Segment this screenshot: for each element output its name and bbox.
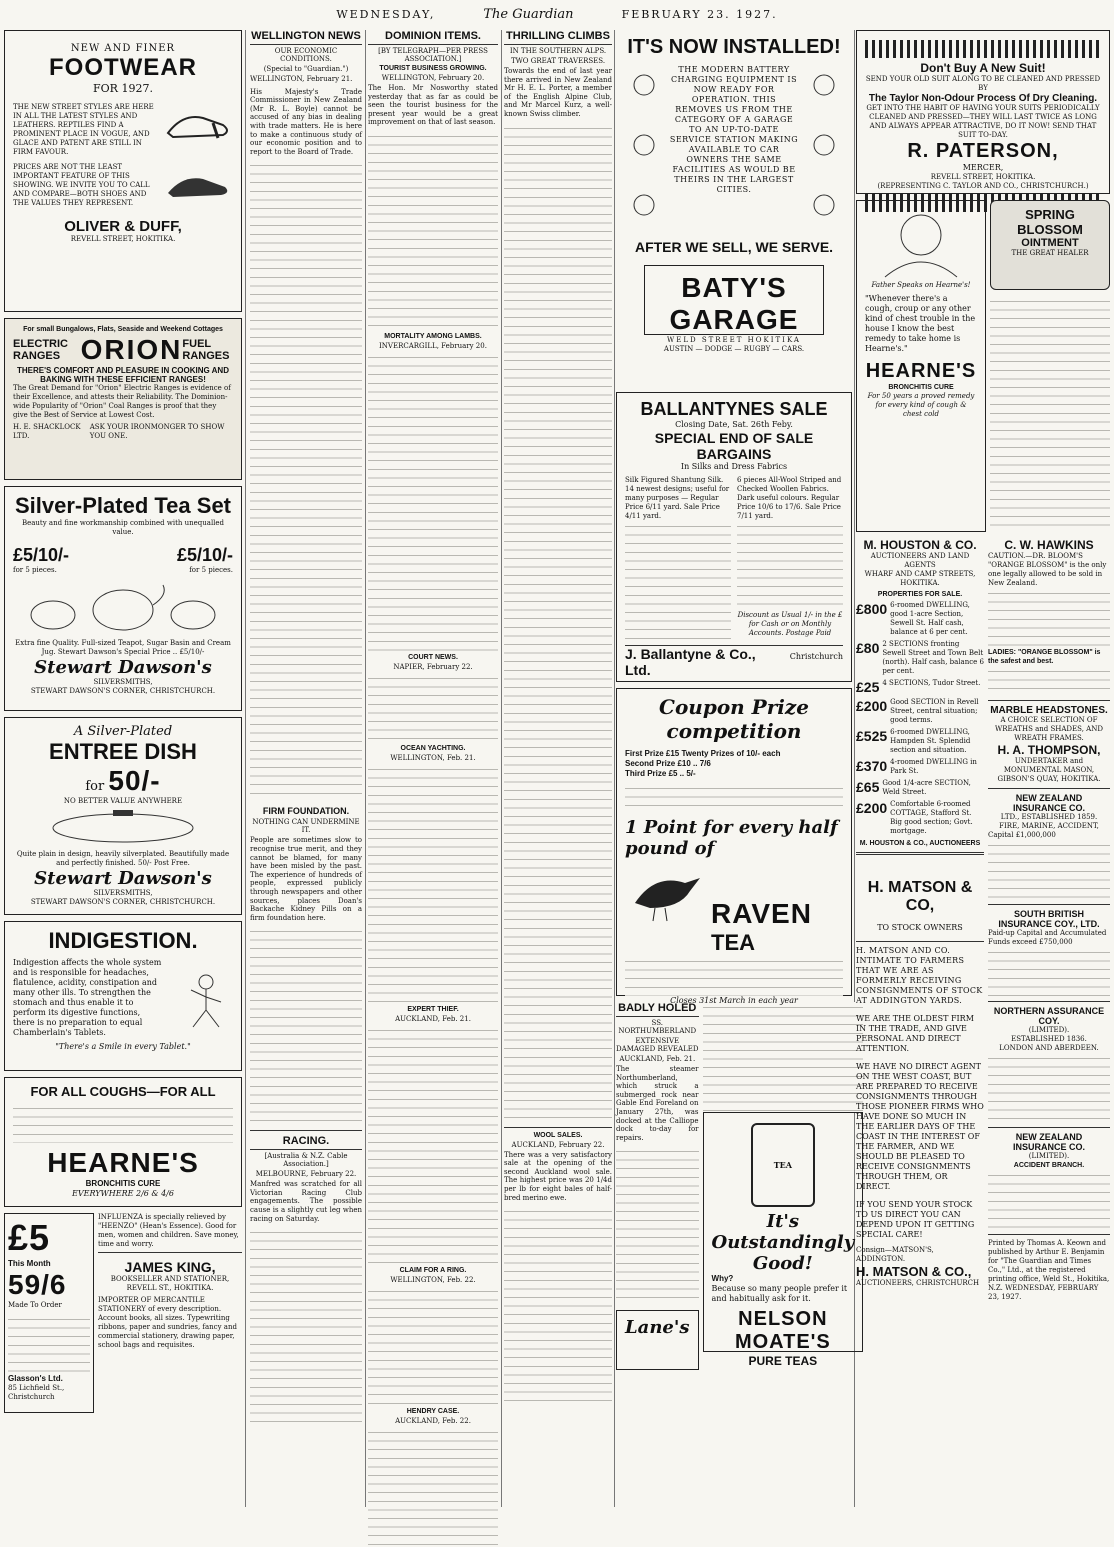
footwear-title: FOOTWEAR [49, 54, 197, 81]
nz-insurance-2-title: NEW ZEALAND INSURANCE CO. [1012, 1132, 1085, 1152]
property-price: £25 [856, 679, 880, 695]
orion-maker: H. E. SHACKLOCK LTD. [13, 423, 81, 440]
decorative-border [865, 40, 1101, 58]
column-3 [368, 30, 498, 1507]
nelson-good: It's Outstandingly Good! [711, 1211, 855, 1274]
batys-garage-name: BATY'S GARAGE [669, 272, 799, 335]
dominion-h1: TOURIST BUSINESS GROWING. [379, 65, 487, 72]
dominion-body-lines [368, 352, 498, 652]
property-price: £65 [856, 779, 880, 795]
spring-blossom-title: SPRING BLOSSOM [1017, 207, 1083, 237]
ballantynes-note: Discount as Usual 1/- in the £ for Cash or on Monthly Accounts. Postage Paid [737, 611, 843, 637]
cherub-decoration [624, 65, 664, 229]
glasson-month: This Month [8, 1259, 51, 1268]
dominion-items-title: DOMINION ITEMS. [368, 30, 498, 45]
hearnes-slogan: For 50 years a proved remedy for every kind of cough & chest cold [867, 392, 975, 418]
property-listing [856, 640, 984, 676]
nz-insurance-lines [988, 840, 1110, 900]
tea-tin-illustration: TEA [751, 1123, 815, 1207]
column-rule [365, 30, 366, 1507]
entree-title: ENTREE DISH [49, 739, 197, 764]
matson-to: TO STOCK OWNERS [877, 923, 963, 932]
property-text: 2 SECTIONS fronting Sewell Street and Town Belt (north). Half cash, balance 6 per cent. [882, 640, 984, 675]
glasson-ad [4, 1213, 94, 1413]
matson-sig: H. MATSON & CO., [856, 1264, 972, 1279]
racing-dateline: MELBOURNE, February 22. [255, 1170, 357, 1179]
badly-holed-sub: SS. NORTHUMBERLAND [618, 1019, 697, 1035]
thrilling-climbs-sub: IN THE SOUTHERN ALPS. [509, 47, 607, 55]
ballantynes-title: BALLANTYNES SALE [640, 399, 828, 419]
entree-for: for [85, 779, 105, 794]
dominion-d5: AUCKLAND, Feb. 21. [395, 1014, 471, 1023]
masthead-date: FEBRUARY 23. 1927. [621, 7, 778, 21]
thrilling-climbs-paragraph: Towards the end of last year there arrived in New Zealand Mr H. E. L. Porter, a member of the English Alpine Club, and Mr Marcel Kurz, a well-known Swiss climber. [504, 67, 612, 118]
dominion-d3: NAPIER, February 22. [393, 662, 473, 671]
influenza-notice: INFLUENZA is specially relieved by "HEENZO" (Hean's Essence). Good for men, women and children. Save money, time and worry. [98, 1213, 242, 1253]
spring-blossom-ointment: OINTMENT [1021, 237, 1079, 249]
hawkins-title: C. W. HAWKINS [1004, 538, 1094, 552]
raven-offer: 1 Point for every half pound of [625, 817, 838, 859]
paterson-name: R. PATERSON, [907, 140, 1059, 162]
raven-first-prize: First Prize £15 Twenty Prizes of 10/- each [625, 749, 781, 758]
badly-holed-paragraph: The steamer Northumberland, which struck a submerged rock near Gable End Foreland on January 27th, was docked at the Calliope dock to-day for repairs. [616, 1065, 699, 1142]
badly-holed-title: BADLY HOLED [616, 1002, 699, 1017]
property-price: £200 [856, 698, 888, 714]
property-text: 6-roomed DWELLING, good 1-acre Section, Sewell St. Half cash, balance at 6 per cent. [890, 601, 970, 636]
paterson-rep: (REPRESENTING C. TAYLOR AND CO., CHRISTCHURCH.) [877, 182, 1089, 190]
ballantynes-left-lines [625, 521, 731, 641]
hawkins-ladies-lines [988, 666, 1110, 696]
shoe-illustration [163, 103, 233, 143]
ballantynes-date: Closing Date, Sat. 26th Feby. [675, 420, 793, 429]
footwear-body2: PRICES ARE NOT THE LEAST IMPORTANT FEATURE OF THIS SHOWING. WE INVITE YOU TO CALL AND COMPARE—BOTH SHOES AND THE VALUES THEY REPRESENT. [13, 163, 150, 207]
dominion-h4: OCEAN YACHTING. [400, 744, 466, 752]
glasson-address: 85 Lichfield St., Christchurch [8, 1384, 65, 1401]
ballantynes-city: Christchurch [789, 652, 843, 661]
matson-title: H. MATSON & CO, [867, 879, 973, 914]
property-price: £370 [856, 758, 888, 774]
thrilling-climbs-title: THRILLING CLIMBS [504, 30, 612, 45]
property-text: 4 SECTIONS, Tudor Street. [882, 679, 981, 687]
column-5 [616, 30, 855, 1507]
king-title: JAMES KING, [124, 1259, 216, 1275]
northern-offices: LONDON AND ABERDEEN. [999, 1044, 1099, 1052]
houston-address: WHARF AND CAMP STREETS, HOKITIKA. [864, 570, 976, 587]
tea-set-title: Silver-Plated Tea Set [14, 493, 231, 518]
thompson-name: H. A. THOMPSON, [997, 743, 1101, 757]
suit-sub: SEND YOUR OLD SUIT ALONG TO BE CLEANED AND PRESSED BY [865, 75, 1101, 92]
indigestion-foot: "There's a Smile in every Tablet." [55, 1042, 191, 1051]
raven-competition: Coupon Prize competition [659, 695, 809, 743]
orion-name: ORION [80, 334, 183, 365]
wellington-news-credit: (Special to "Guardian.") [263, 65, 349, 73]
raven-second-prize: Second Prize £10 .. 7/6 [625, 759, 711, 768]
hearnes-brand-2: HEARNE'S [865, 360, 977, 382]
thrilling-climbs-sub2: TWO GREAT TRAVERSES. [510, 57, 606, 65]
orion-body: The Great Demand for "Orion" Electric Ranges is evidence of their Excellence, and attests their Reliability. The Dominion-wide Popularity of "Orion" Coal Ranges is proof that they give the Best of Service at Lowest Cost. [13, 384, 231, 419]
dancing-figure-illustration [181, 972, 231, 1032]
matson-sig2: AUCTIONEERS, CHRISTCHURCH [856, 1279, 980, 1287]
property-price: £800 [856, 601, 888, 617]
ballantynes-left-item: Silk Figured Shantung Silk. 14 newest designs; useful for many purposes — Regular Price 6/11 yard. Sale Price 4/11 yard. [625, 476, 730, 520]
orion-tag: THERE'S COMFORT AND PLEASURE IN COOKING AND BAKING WITH THESE EFFICIENT RANGES! [17, 366, 229, 384]
hearnes-brand: HEARNE'S [47, 1147, 199, 1178]
king-body: IMPORTER OF MERCANTILE STATIONERY of every description. Account books, all sizes. Typewriting ribbons, paper and sundries, fancy and commercial stationery, drawing paper, school bags and requisites. [98, 1296, 237, 1349]
property-listing [856, 679, 984, 695]
glasson-big: £5 [8, 1217, 51, 1258]
nelson-why: Why? [711, 1274, 734, 1283]
raven-save-lines [625, 956, 843, 996]
dominion-d7: AUCKLAND, Feb. 22. [395, 1416, 471, 1425]
indigestion-title: INDIGESTION. [48, 928, 198, 953]
column-2 [250, 30, 362, 1507]
nz-insurance-2-sub: (LIMITED). [1028, 1152, 1070, 1160]
orion-fuel: FUEL RANGES [182, 338, 230, 362]
paterson-address: REVELL STREET, HOKITIKA. [930, 173, 1036, 181]
houston-sub: AUCTIONEERS AND LAND AGENTS [870, 552, 970, 569]
wellington-news-title: WELLINGTON NEWS [250, 30, 362, 45]
nz-insurance-cov: FIRE, MARINE, ACCIDENT, [999, 822, 1099, 830]
ballantynes-sale-ad [616, 392, 852, 682]
hawkins-ladies: LADIES: "ORANGE BLOSSOM" is the safest and best. [988, 649, 1101, 665]
column-rule [614, 30, 615, 1507]
firm-foundation-body-lines [250, 926, 362, 1126]
glasson-price: 59/6 [8, 1269, 67, 1300]
nelson-why-text: Because so many people prefer it and habitually ask for it. [711, 1284, 848, 1303]
northern-est: ESTABLISHED 1836. [1011, 1035, 1087, 1043]
masthead-day: WEDNESDAY, [336, 7, 436, 21]
footwear-line1: NEW AND FINER [70, 43, 176, 54]
stewart-dawson-address-2: STEWART DAWSON'S CORNER, CHRISTCHURCH. [30, 898, 216, 906]
column-1 [4, 30, 242, 1507]
dominion-body-lines [368, 1427, 498, 1547]
spring-blossom-body-lines [990, 296, 1110, 532]
south-british-title: SOUTH BRITISH INSURANCE COY., LTD. [998, 909, 1100, 929]
nelson-moates-ad [703, 1112, 864, 1368]
raven-tea: TEA [711, 930, 755, 955]
badly-holed-sub2: EXTENSIVE DAMAGED REVEALED [616, 1037, 699, 1053]
suit-title: Don't Buy A New Suit! [920, 61, 1046, 75]
property-text: Comfortable 6-roomed COTTAGE, Stafford St. Big good section; Govt. mortgage. [890, 800, 973, 835]
column-4 [504, 30, 612, 1507]
column-6 [856, 30, 1110, 1507]
dominion-body-lines [368, 131, 498, 331]
marble-sub: A CHOICE SELECTION OF WREATHS and SHADES, AND WREATH FRAMES. [995, 716, 1103, 742]
nz-insurance-capital: Capital £1,000,000 [988, 831, 1056, 839]
lanes-brand: Lane's [625, 1317, 690, 1339]
matson-body2: WE ARE THE OLDEST FIRM IN THE TRADE, AND GIVE PERSONAL AND DIRECT ATTENTION. [856, 1014, 974, 1053]
paterson-trade: MERCER, [962, 163, 1004, 172]
wool-sales-paragraph: There was a very satisfactory sale at the opening of the second Auckland wool sale. The highest price was 20 1/4d per lb for eight bales of half-bred merino ewe. [504, 1150, 612, 1202]
printer-imprint: Printed by Thomas A. Keown and published by Arthur E. Benjamin for "The Guardian and Times Co.," Ltd., at the registered printing office, Weld St., Hokitika, N.Z. WEDNESDAY, FEBRUARY 23, 1927. [988, 1239, 1110, 1301]
indigestion-body: Indigestion affects the whole system and is responsible for headaches, flatulence, acidity, constipation and many other ills. To strengthen the stomach and thus enable it to perform its digestive functions, there is no preparation to equal Chamberlain's Tablets. [13, 958, 162, 1037]
garage-slogan: AFTER WE SELL, WE SERVE. [634, 239, 834, 255]
marble-title: MARBLE HEADSTONES. [990, 705, 1108, 716]
dominion-body-lines [368, 764, 498, 1004]
wellington-news-body-lines [250, 160, 362, 800]
hearnes-where: EVERYWHERE 2/6 & 4/6 [72, 1189, 174, 1198]
coughs-ad [4, 1077, 242, 1207]
dominion-h6: CLAIM FOR A RING. [399, 1266, 467, 1274]
property-text: 4-roomed DWELLING in Park St. [890, 758, 977, 775]
column-rule [501, 30, 502, 1507]
racing-title: RACING. [250, 1135, 362, 1150]
installed-title: IT'S NOW INSTALLED! [627, 36, 841, 58]
entree-desc: Quite plain in design, heavily silverplated. Beautifully made and perfectly finished. 50/- Post Free. [16, 850, 230, 867]
south-british-capital: Paid-up Capital and Accumulated Funds exceed £750,000 [988, 929, 1107, 946]
raven-third-prize: Third Prize £5 .. 5/- [625, 769, 696, 778]
northern-lines [988, 1053, 1110, 1123]
raven-rules-lines [625, 783, 843, 813]
ballantynes-sub: In Silks and Dress Fabrics [680, 462, 788, 471]
tea-set-price-right: £5/10/- [176, 545, 233, 565]
hearnes-cure: BRONCHITIS CURE [85, 1179, 161, 1188]
hearnes-caption: Father Speaks on Hearne's! [871, 281, 971, 289]
wellington-news-sub: OUR ECONOMIC CONDITIONS. [274, 47, 338, 63]
wool-sales-dateline: AUCKLAND, February 22. [511, 1140, 605, 1149]
dominion-body-lines [368, 673, 498, 743]
suit-body: GET INTO THE HABIT OF HAVING YOUR SUITS PERIODICALLY CLEANED AND PRESSED—THEY WILL LAST TWICE AS LONG AND ALWAYS APPEAR ATTRACTIVE, DO IT NOW! SEND THAT SUIT TO-DAY. [866, 104, 1100, 139]
nz-insurance-2-branch: ACCIDENT BRANCH. [1013, 1162, 1085, 1169]
entree-a: A Silver-Plated [73, 724, 173, 739]
tea-set-desc: Extra fine Quality. Full-sized Teapot, Sugar Basin and Cream Jug. Stewart Dawson's Special Price .. £5/10/- [15, 639, 231, 656]
footwear-ad [4, 30, 242, 312]
dominion-d6: WELLINGTON, Feb. 22. [390, 1275, 476, 1284]
stewart-dawson-sub-2: SILVERSMITHS, [93, 889, 153, 897]
firm-foundation-title: FIRM FOUNDATION. [262, 806, 350, 817]
thompson-trade: UNDERTAKER and MONUMENTAL MASON, [1003, 757, 1095, 774]
property-listing [856, 800, 984, 836]
nelson-moates-name: NELSON MOATE'S [734, 1308, 831, 1353]
glasson-body-lines [8, 1314, 90, 1374]
dominion-h7: HENDRY CASE. [406, 1407, 460, 1415]
orion-ranges-ad [4, 318, 242, 480]
houston-props: PROPERTIES FOR SALE. [877, 591, 963, 598]
northern-sub: (LIMITED). [1028, 1026, 1070, 1034]
coughs-title: FOR ALL COUGHS—FOR ALL [30, 1084, 216, 1099]
property-listing [856, 758, 984, 776]
dominion-h3: COURT NEWS. [408, 653, 458, 661]
matson-consign: Consign—MATSON'S, ADDINGTON. [856, 1246, 934, 1263]
entree-sub: NO BETTER VALUE ANYWHERE [63, 797, 183, 805]
shoe-illustration [163, 163, 233, 203]
glasson-made: Made To Order [8, 1301, 62, 1309]
firm-foundation-sub: NOTHING CAN UNDERMINE IT. [252, 818, 360, 835]
orion-top: For small Bungalows, Flats, Seaside and Weekend Cottages [23, 326, 223, 333]
batys-garage-makes: AUSTIN — DODGE — RUGBY — CARS. [663, 345, 805, 353]
tea-set-sub: Beauty and fine workmanship combined with unequalled value. [21, 519, 225, 536]
raven-tea-ad [616, 688, 852, 1005]
tea-set-price-left: £5/10/- [13, 545, 70, 565]
dominion-body-lines [368, 1286, 498, 1406]
nz-insurance-sub: LTD., ESTABLISHED 1859. [1000, 813, 1098, 821]
wool-sales-title: WOOL SALES. [533, 1131, 583, 1139]
stewart-dawson-sub: SILVERSMITHS, [93, 678, 153, 686]
footwear-year: FOR 1927. [93, 82, 153, 95]
raven-bird-illustration [625, 863, 705, 923]
dominion-d1: WELLINGTON, February 20. [381, 74, 485, 82]
property-listing [856, 601, 984, 637]
firm-foundation-paragraph: People are sometimes slow to recognise true merit, and they cannot be blamed, for many have been misled by the past. The experience of hundreds of people, expressed publicly through newspapers and other sources, places Doan's Backache Kidney Pills on a firm foundation here. [250, 836, 362, 922]
wellington-news-paragraph: His Majesty's Trade Commissioner in New Zealand (Mr R. L. Boyle) cannot be accused of any bias in dealing with trade matters. He is here to make a continuous study of our economic position and to report to the Board of Trade. [250, 87, 362, 156]
indigestion-ad [4, 921, 242, 1071]
property-listing [856, 698, 984, 725]
dominion-h5: EXPERT THIEF. [407, 1005, 459, 1013]
matson-body: H. MATSON AND CO. INTIMATE TO FARMERS THAT WE ARE AS FORMERLY RECEIVING CONSIGNMENTS OF STOCK AT ADDINGTON YARDS. [856, 946, 983, 1005]
dominion-d4: WELLINGTON, Feb. 21. [390, 753, 476, 762]
hearnes-father-ad [856, 200, 986, 532]
hawkins-body-lines [988, 588, 1110, 648]
orion-electric: ELECTRIC RANGES [13, 338, 68, 362]
ballantynes-special: SPECIAL END OF SALE BARGAINS [654, 430, 814, 462]
batys-garage-ad [616, 30, 852, 386]
south-british-lines [988, 947, 1110, 997]
property-price: £200 [856, 800, 888, 816]
hearnes-cure-2: BRONCHITIS CURE [888, 384, 954, 391]
badly-holed-continued-lines [703, 1002, 864, 1112]
father-portrait-illustration [865, 207, 977, 277]
entree-dish-ad [4, 717, 242, 915]
dominion-p1: The Hon. Mr Nosworthy stated yesterday that as far as could be seen the tourist business for the present year would be a great improvement on that of last season. [368, 84, 498, 127]
footwear-address: REVELL STREET, HOKITIKA. [70, 235, 176, 243]
orion-ask: ASK YOUR IRONMONGER TO SHOW YOU ONE. [89, 423, 225, 440]
suit-process: The Taylor Non-Odour Process Of Dry Cleaning. [868, 93, 1098, 104]
thrilling-climbs-body-lines [504, 123, 612, 1123]
ballantynes-right-lines [737, 521, 843, 611]
entree-dish-illustration [13, 806, 233, 846]
dominion-d2: INVERCARGILL, February 20. [379, 341, 487, 350]
dominion-items-sub: [BY TELEGRAPH—PER PRESS ASSOCIATION.] [378, 47, 488, 63]
footwear-brand: OLIVER & DUFF, [64, 218, 182, 235]
spring-blossom-great: THE GREAT HEALER [1011, 249, 1089, 257]
hearnes-quote: "Whenever there's a cough, croup or any other kind of chest trouble in the house I know the best remedy to take home is Hearne's." [865, 294, 976, 353]
nz-insurance-2-lines [988, 1170, 1110, 1230]
batys-garage-address: WELD STREET HOKITIKA [667, 336, 801, 344]
dominion-body-lines [368, 1025, 498, 1265]
northern-title: NORTHERN ASSURANCE COY. [993, 1006, 1105, 1026]
masthead [0, 0, 1114, 28]
racing-body-lines [250, 1227, 362, 1427]
tea-set-ad [4, 486, 242, 711]
property-listing [856, 728, 984, 755]
racing-paragraph: Manfred was scratched for all Victorian Racing Club engagements. The possible cause is a slightly cut leg when racing on Saturday. [250, 1180, 362, 1223]
wellington-news-dateline: WELLINGTON, February 21. [250, 75, 353, 83]
cherub-decoration [804, 65, 844, 229]
ballantynes-right-item: 6 pieces All-Wool Striped and Checked Woollen Fabrics. Dark useful colours. Regular Price 10/6 to 17/6. Sale Price 7/11 yard. [737, 476, 842, 520]
raven-closes: Closes 31st March in each year [670, 996, 798, 1005]
property-text: 6-roomed DWELLING, Hampden St. Splendid section and situation. [890, 728, 971, 754]
property-text: Good SECTION in Revell Street, central situation; good terms. [890, 698, 979, 724]
glasson-name: Glasson's Ltd. [8, 1374, 63, 1383]
property-text: Good 1/4-acre SECTION, Weld Street. [882, 779, 971, 796]
entree-price: 50/- [108, 765, 161, 796]
stewart-dawson-brand: Stewart Dawson's [34, 657, 212, 678]
matson-body4: IF YOU SEND YOUR STOCK TO US DIRECT YOU CAN DEPEND UPON IT GETTING SPECIAL CARE! [856, 1200, 975, 1239]
houston-property-list [856, 601, 984, 836]
king-address: REVELL ST., HOKITIKA. [126, 1284, 214, 1292]
houston-title: M. HOUSTON & CO. [863, 538, 977, 552]
stewart-dawson-brand-2: Stewart Dawson's [34, 868, 212, 889]
raven-brand: RAVEN [711, 898, 812, 929]
spring-blossom-ad [990, 200, 1110, 290]
badly-holed-dateline: AUCKLAND, Feb. 21. [619, 1055, 696, 1063]
badly-holed-body-lines [616, 1146, 699, 1306]
coughs-body-lines [13, 1103, 233, 1143]
ballantynes-brand: J. Ballantyne & Co., Ltd. [625, 646, 756, 678]
footwear-body: THE NEW STREET STYLES ARE HERE IN ALL THE LATEST STYLES AND LEATHERS. REPTILES FIND A PROMINENT PLACE IN VOGUE, AND GLACE AND PATENT ARE STILL IN FIRM FAVOUR. [13, 103, 154, 156]
property-listing [856, 779, 984, 797]
property-price: £80 [856, 640, 880, 656]
installed-body: THE MODERN BATTERY CHARGING EQUIPMENT IS NOW READY FOR OPERATION. THIS REMOVES US FROM THE CATEGORY OF A GARAGE TO AN UP-TO-DATE SERVICE STATION MAKING AVAILABLE TO CAR OWNERS THE SAME FACILITIES AS WOULD BE THEIRS IN THE LARGEST CITIES. [669, 65, 799, 194]
paterson-dry-cleaning-ad [856, 30, 1110, 194]
dominion-h2: MORTALITY AMONG LAMBS. [384, 332, 482, 340]
masthead-paper-name: The Guardian [483, 6, 574, 22]
nz-insurance-title: NEW ZEALAND INSURANCE CO. [1012, 793, 1085, 813]
thompson-address: GIBSON'S QUAY, HOKITIKA. [997, 775, 1101, 783]
matson-body3: WE HAVE NO DIRECT AGENT ON THE WEST COAST, BUT ARE PREPARED TO RECEIVE CONSIGNMENTS THROUGH THOSE PIONEER FIRMS WHO HAVE DONE SO MUCH IN THE EARLIER DAYS OF THE COAST IN THE INTEREST OF THE FARMER, AND WE SHOULD BE PLEASED TO RECEIVE CONSIGNMENTS THROUGH THEM, OR DIRECT. [856, 1062, 984, 1191]
tea-set-illustration [13, 575, 233, 635]
king-sub: BOOKSELLER AND STATIONER, [110, 1275, 230, 1283]
tea-set-note-right: for 5 pieces. [189, 566, 233, 574]
hawkins-body: CAUTION.—DR. BLOOM'S "ORANGE BLOSSOM" is the only one legally allowed to be sold in New Zealand. [988, 552, 1107, 587]
houston-foot: M. HOUSTON & CO., AUCTIONEERS [859, 840, 981, 847]
racing-sub: [Australia & N.Z. Cable Association.] [264, 1152, 348, 1169]
property-price: £525 [856, 728, 888, 744]
tea-set-note-left: for 5 pieces. [13, 566, 57, 574]
nelson-pure-teas: PURE TEAS [748, 1354, 818, 1368]
wool-sales-body-lines [504, 1206, 612, 1406]
column-rule [245, 30, 246, 1507]
stewart-dawson-address: STEWART DAWSON'S CORNER, CHRISTCHURCH. [30, 687, 216, 695]
